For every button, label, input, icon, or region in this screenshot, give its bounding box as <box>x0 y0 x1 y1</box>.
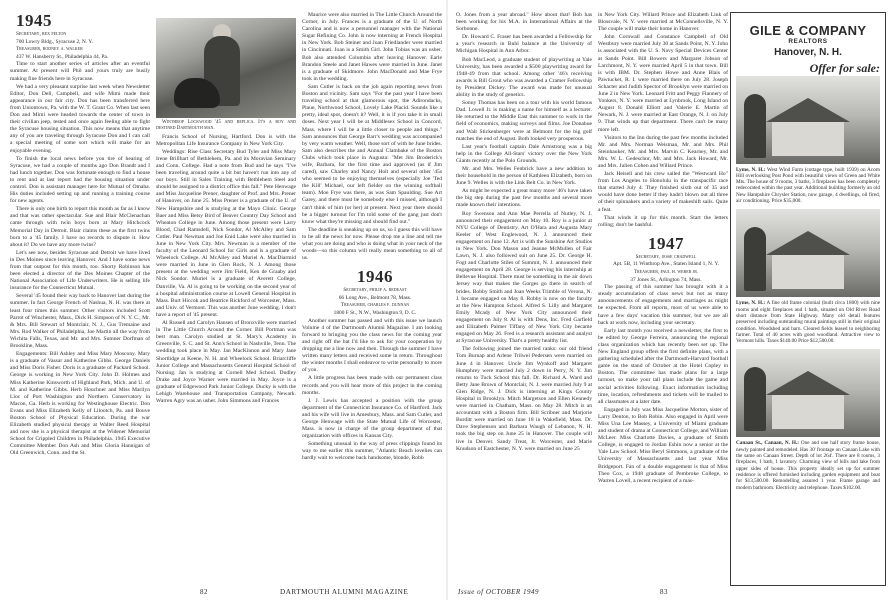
listing-item <box>736 167 880 205</box>
realtor-advertisement <box>730 12 886 588</box>
class-year-heading: 1945 <box>16 12 52 30</box>
treasurer-address: 437 W. Hansberry St., Philadelphia 44, Pa. <box>16 53 109 60</box>
paragraph: To finish the local news before you tire of hearing of Syracuse, we had a couple of months ago Don Brandt and I had lunch together. Don was fortunate enough to find a house to rent and at last report had the housing situation under control. Don is assistant manager here for Mutual of Omaha. His duties included setting up and running a training course for new agents. <box>10 155 150 205</box>
paragraph: Visitors to the Inn during the past few months included Mr. and Mrs. Norman Weisman, Mr. and Mrs. Phil Steinhauker, Mr. and Mrs. Marvin C. Kearney, Mr. and Mrs. W. L. Gedeschnr, Mr. and Mrs. Jack Howard, Mr. and Mrs. Julien Cohen and Willard Prince. <box>598 134 728 169</box>
class-secretary: Secretary, rex felton <box>16 31 67 37</box>
ad-border <box>730 12 886 586</box>
column-1947 <box>598 12 728 587</box>
photo-caption: Winthrop Lockwood '45 and replica. It's a boy and destined Dartmouth man. <box>156 120 296 132</box>
paragraph: in New York City. Willard Prince and Elizabeth Link of Blossvale, N. Y. were married at McConnellsville, N. Y. The couple will make their home in Hanover. <box>598 12 728 33</box>
paragraph: Engaged in July was Miss Jacqueline Morton, sister of Larry Denton, to Bob Robin. Also engaged in April were Miss Una Lee Massey, a University of Miami graduate and student of drama at Connecticut College, and William McLeer. Miss Charlotte Davies, a graduate of Smith College, is engaged to Jordan Eshin now a senior at the Yale Law School. Miss Beryl Simmons, a graduate of the University of Massachusetts and last year Miss Bridgeport. Fan of a double engagement is that of Miss Theo Cox, a 1948 graduate of Pembroke College, to Warren Lovell, a recent recipient of a mas- <box>598 406 728 484</box>
class-secretary: Secretary, philip a. redeast <box>343 287 407 294</box>
listing-item <box>736 440 880 490</box>
paragraph: Dr. Howard C. Fraser has been awarded a Fellowship for a year's research in Buhl balance at the University of Michigan Hospital in Ann Arbor. <box>456 34 592 55</box>
paragraph: Sonny Thomas has been on a tour with his world famous Dad. Lowell Jr. is making a name for himself as a lecturer. He returned to the Middle East this summer to work in the field of economics, making surveys and films. Joe Donahue and Walt Stickenberger were at Belmont for the big golf matches the end of August. Both looked very prosperous. <box>456 100 592 142</box>
listing-place: Lyme, N. H.: <box>736 300 766 307</box>
paragraph: Several '45 found their way back to Hanover last during the summer. In fact George French of Nashua, N. H. was there at least four times this summer. Other visitors included Scott Parrot of Winchester, Mass., Dick H. Simpson of N. Y. C., Mr. & Mrs. Bill Stewart of Montclair, N. J., Gus Tremaine and Mrs. Rod Walker of Philadelphia, Joe Martin all the way from Wichita Falls, Texas, and Mr. and Mrs. Sumner Dorfman of Brookline, Mass. <box>10 293 150 350</box>
paragraph: The deadline is sneaking up on us, so I guess this will have to be all the news for now. Please drop me a line and tell me what you are doing and who is doing what in your neck of the woods—so this column will really mean something to all of us. <box>302 226 442 262</box>
paragraph: Jack Heisell and his crew sailed the "Westward Ho" from Los Angeles to Honolulu in the transpacific race that started July 4. They finished sixth out of 35 and would have done better if they hadn't blown out all three of their spinnakers and a variety of makeshift sails. Quite a feat. <box>598 171 728 213</box>
listing-photo <box>736 76 880 164</box>
paragraph: There is only one birth to report this month as far as I know and that was rather spectacular. Sue and Blair McClenachan came through with twin boys born at Mary Hitchcock Memorial Day in Detroit. Blair claims these as the first twins born to a '45 family. I have no records to dispute it. How about it? Do we have any more twins? <box>10 206 150 248</box>
ad-company-type: REALTORS <box>788 38 828 45</box>
paragraph: Another summer has passed and with this issue we launch Volume 4 of the Dartmouth Alumni Magazine. I am looking forward to bringing you the class news for the coming year and right off the bat I'd like to ask for your cooperation by dropping me a line now and then. Through the summer I have written many letters and received some in return. Throughout the winter months I shall endeavor to write personally to more of you. <box>302 317 442 374</box>
paragraph: Mr. and Mrs. Welles Fenbrick have a new addition to their household in the person of Kathleen Elizabeth, born on June 9. Welles is with the Link Belt Co. in New York. <box>456 165 592 187</box>
paragraph: Bob MacLeod, a graduate student of playwriting at Yale University, has been awarded a $500 playwriting award for 1948-49 from that school. Among other '46's receiving awards is Bill Grout who was awarded a Cramer Fellowship by President Dickey. The award was made for unusual ability in the study of genetics. <box>456 56 592 99</box>
secretary-address: Apt. 5B, 11 Winthrop Ave., Staten Island 1, N. Y. <box>613 261 719 268</box>
paragraph: Early last month you received a newsletter, the first to be edited by George Ferreira, announcing the regional class organization which has recently been set up. The New England group offers the first definite plans, with a gathering scheduled after the Dartmouth-Harvard football game on the stand of October at the Hotel Copley in Boston. The committee has made plans for a large turnout, so make your tall plans include the game and social activities following. Exact information including time, location, refreshments and tickets will be mailed to all classmates at a later date. <box>598 327 728 405</box>
class-year-heading: 1946 <box>357 267 393 287</box>
secretary-address: 66 Long Ave., Belmont 78, Mass. <box>338 294 412 301</box>
class-treasurer: Treasurer, charles f. dunnan <box>340 302 410 309</box>
issue-date: Issue of OCTOBER 1949 <box>458 588 539 596</box>
column-1945 <box>10 12 150 587</box>
paragraph: John Cornwall and Constance Campbell of Old Westbury were married July 30 at Sands Point, N. Y. John is associated with the U. S. Navy Special Devices Center at Sands Point. Bill Bowers and Margaret Jobson of Larchmont, N. Y. were married April 5 in that town. Bill is with IBM. Dr. Stephen Howe and Anne Blais of Pawtucket, R. I. were married there on July 28. Joseph Schacter and Judith Spector of Brooklyn were married on June 2 in New York. Leonard Fritt and Peggy Flannery of Yonkers, N. Y. were married at Lynbrook, Long Island on August 8. Donald Elliott and Valerie E. Martin of Newark, N. J. were married at East Orange, N. J. on July 9. That winds up that department. There can't be many more left. <box>598 34 728 133</box>
paragraph: As might be expected a great many more '46's have taken the big step during the past few months and several more made known their intentions. <box>456 188 592 209</box>
listing-item <box>736 300 880 344</box>
paragraph: Engagements: Bill Ashley and Miss Mary Moscony. Mary is a graduate of Vassar and Katherine Gibbs. George Daniels and Miss Doris Fisher. Doris is a graduate of Packard School. George is working in New York City. John D. Holmes and Miss Katherine Kinsworth of Highland Park, Mich. and U. of M. and Katherine Gibbs. Herb Houchner and Miss Marilyn Lloc of Port Washington and Northern Conservatory in Macon, Ga. Herb is working for Westinghouse Electric. Don Evans and Miss Elizabeth Kelly of Lilootch, Pa. and Bouve Boston School of Physical Education. During the war Elizabeth studied physical therapy at Walter Reed Hospital and now she is a physical therapist at the Widener Memorial School for Crippled Children in Philadelphia. 1945 Executive Committee Member Don Ash and Miss Gloria Hannigan of Old Greenwich, Conn. and the St. <box>10 351 150 457</box>
paragraph: Let's see now, besides Syracuse and Detroit we have lived in Des Moines since leaving Hanover. And I have some news from that outpost for this month, too. Shorty Robinson has been elected a director of the Des Moines Chapter of the National Association of Life Underwriters. He is selling life insurance for the Connecticut Mutual. <box>10 249 150 292</box>
ad-company-name: GILE & COMPANY <box>749 23 867 38</box>
paragraph: We had a very pleasant surprise last week when Newsletter Editor, Don Dell, Campbell, and wife Mimi made their appearance in our fair city. Don has been transferred here from Uniontown, Pa. with the W. T. Grant Co. When last seen Don and Mimi were headed towards the center of town in their civilian jeep, tested and once again feeling able to fight the Syracuse housing situation. This now means that anytime any of you are traveling through Syracuse Don and I can call a special meeting of some sort which will make for an enjoyable evening. <box>10 83 150 154</box>
paragraph: Last year's football captain Dale Armstrong was a big help in the College All-Stars' victory over the New York Giants recently at the Polo Grounds. <box>456 143 592 164</box>
listing-place: Lyme, N. H.: <box>736 166 766 173</box>
secretary-address: 700 Lowry Bldg., Syracuse 2, N. Y. <box>16 38 93 45</box>
photo-roof <box>766 98 850 122</box>
class-secretary: Secretary, jesse chadwell <box>635 253 697 260</box>
treasurer-address: 1800 F St., N.W., Washington 9, D. C. <box>333 310 417 317</box>
photo-roof <box>766 371 850 395</box>
paragraph: That winds it up for this month. Start the letters rolling; don't be bashful. <box>598 214 728 228</box>
paragraph: The following joined the married ranks: our old friend Tom Burnap and Arlene Trilwel Pedersen were married on June 4 in Hanover. Uncle Jim Wynkoff and Margaret Humphrey were married July 2 down in Perry, N. Y. Jim returns to Tuck School this fall. Dr. Richard A. Ward and Betty Jane Brown of Montclair, N. J. were married July 9 at Glen Ridge, N. J. Dick is interning at Kings County Hospital in Brooklyn. Mitch Margetson and Ellen Kennedy were married in Chatham, Mass. on May 28. Mitch is an accountant with a Boston firm. Bill Scribner and Marjorie Burditt were married on June 18 in Wakefield, Mass. Dr. Dave Stephenson and Barbara Waugh of Lebanon, N. H. took the big step on June 25 in Hanover. The couple will live in Denver. Sandy Treat, Jr. Worcester, and Marie Knudson of Eastchester, N. Y. were married on June 25 <box>456 346 592 452</box>
ad-location: Hanover, N. H. <box>774 47 842 59</box>
listing-description: A fine old frame colonial (built circa 1800) with nine rooms and eight fireplaces and 1 bath, situated on Old River Road short distance from State Highway. Many old detail features preserved including outstanding mural paintings still in their original condition. Woodshed and barn. Cleared fields leased to neighboring farmer. Total of 40 acres with good woodland. Attractive view to Vermont hills. Taxes $140.00 Price $12,500.00. <box>736 300 881 345</box>
class-treasurer: Treasurer, paul h. weber jr. <box>633 269 699 275</box>
listing-place: Canaan St., Canaan, N. H.: <box>736 440 799 447</box>
paragraph: The passing of this summer has brought with it a steady accumulation of class news but not as many announcements of engagements and marriages as might be expected. From all reports, most of us were able to have a few days' vacation this summer, but we are all back at work now, including your secretary. <box>598 284 728 326</box>
paragraph: Roy Swenson and Ann Mae Perrella of Nutley, N. J. announced their engagement on May 10. Roy is a junior at NYU College of Dentistry. Art O'Hara and Augusta Mary Keeler of West Englewood, N. J. announced their engagement on June 12. Art is with the Sunshine Art Studios in New York. Don Mason and Jeanne McMullen of Fair Lawn, N. J. also followed suit on June 25. Dr. George H. Fogt and Charlotte Stiles of Summit, N. J. announced their engagement on April 28. George is serving his internship at Bellevue Hospital. There must be something in the air down Jersey way that makes the Gorges go there in search of brides. Bobby Smith and Joan Weeks Trimble of Verona, N. J. became engaged on May 8. Robby is now on the faculty at the New Hampton School. Alfred S. Lilly and Margaret Emily Mcady of New York City announced their engagement on July 8. Al is with Dens, Inc. Fred Garfield and Elizabeth Palmer Tiffany of New York City became engaged on May 26. Fred is a research assistant and analyst at Syracuse University. That's a pretty healthy list. <box>456 210 592 345</box>
paragraph: A little progress has been made with our permanent class records and you will hear more of this project in the coming months. <box>302 375 442 396</box>
class-treasurer: Treasurer, rodney a. walker <box>16 46 83 53</box>
photo-house <box>772 395 844 429</box>
left-page-number: 82 <box>200 588 208 596</box>
listing-description: West Wind Farm (cottage type, built 1939) on Acorn Hill overlooking Post Pond with beautiful views of Green and White Mts. The house of 9 rooms, 3 baths, 3 fireplaces has been completely redecorated within the past year. Additional building formerly an old New Hampshire Chrysler Station, now garage, 4 dwellings, oil fired, air conditioning. Price $35,000. <box>736 166 881 205</box>
photo-house <box>772 255 844 289</box>
paragraph: Sam Cutler is back on the job again reporting news from Boston and vicinity. Sam says "For the past year I have been traveling school at that glamorous spot, the Adirondacks, Plaue, Northwood School, Lovely Lake Placid. Sounds like a pretty, ideal spot, doesn't it? Well, it is if you take it in small doses. Next year I will be at Middlesex School in Concord, Mass. where I will be a little closer to people and things." Sam announces that George Barr's wedding was accompanied by very warm weather. Well, those sort of with be June brides. Sam also describes the and Annual Clambake of the Boston Clubs which took place in Augusta: "Met Jim Broderick's wife, Barbara, for the first time and approved (as if Jim cared), saw Charley and Nancy Holt and several other '45s who seemed to be enjoying themselves (especially Joe 'Ted the Kill' Michael, our left fielder on the winning softball team). Moe Frye was there, as was Sam Spaulding. Sue Art Garey, and there must be somebody else I missed, although I can't think of him (or her) at present. Next year there should be a bigger turnout for I'm told some of the gang just don't know what they're missing and should find out." <box>302 83 442 225</box>
photo-house <box>772 122 844 156</box>
paragraph: Something unusual in the way of press clippings found its way to me earlier this summer, "Atlantic Beach lovelies can hardly wait to welcome back handsome, blonde, Robb <box>302 441 442 462</box>
treasurer-address: 37 Jones St., Arlington 74, Mass. <box>630 276 702 283</box>
photo-tree <box>744 367 766 431</box>
listing-photo <box>736 349 880 437</box>
listing-description: One and one half story frame house, newly painted and remodeled. Has 30' frontage on Canaan Lake with the same on Canaan Street. Depth of lot 264'. There are 8 rooms, 3 fireplaces, 1 bath, 1 lavatory. Charming view of hills and lake from upper sides of house. This property ideally set up for summer residence is offered furnished including garden equipment and boat for $13,500.00. Remodelling assured 1 year. Frame garage and modern bathroom. Electricity and telephone. Taxes $102.00. <box>736 440 881 491</box>
paragraph: Al Russell and Carolyn Hansen of Bronxville were married in The Little Church Around the Corner. Bill Portman was best man. Carolyn studied at St. Mary's Academy in Greenville, S. C. and St. Ann's School in Nashville, Tenn. The wedding took place in May. Jan MacKinnon and Mary Jane Shortlidge at Keene, N. H. and Wheelock School. Briarcliffe Junior College and Massachusetts General Hospital School of Nursing. Jan is studying at Cornell Med School. Dudley Drake and Joyce Warner were married in May. Joyce is a graduate of Edgewood Park Junior College. Ducky is with the Lehigh Warehouse and Transportation Company, Newark. Warren Agry was an usher. John Simmons and Frances <box>156 320 296 405</box>
photo-roof <box>766 231 850 255</box>
column-1946-continued <box>456 12 592 587</box>
right-page-number: 83 <box>660 588 668 596</box>
column-1946 <box>302 12 442 587</box>
paragraph: Time to start another series of articles after an eventful summer. At present will Phil and yours truly are busily making fine friends here in Syracuse. <box>10 61 150 82</box>
magazine-title: DARTMOUTH ALUMNI MAGAZINE <box>280 588 409 596</box>
photo-tree <box>744 227 766 291</box>
listing-photo <box>736 209 880 297</box>
photo-tree <box>744 94 766 158</box>
class-year-heading: 1947 <box>648 233 684 253</box>
paragraph: Maurice were also married in The Little Church Around the Corner, in July. Frances is a graduate of the U. of North Carolina and is now a personnel manager with the National Sugar Refining Co. John is now interning at French Hospital in New York. Bob Steiner and Joan Friedlander were married in Cincinnati. Joan is a Smith Girl. John Tobias was an usher. Bob also attended Columbia after leaving Hanover. Earle Brandon Steele and Janet Hawes were married in June. Janet is a graduate of Skidmore. John MacDonald and Mae Frye took in the wedding. <box>302 12 442 82</box>
paragraph: Weddings: Rise Class Secretary Bud Tyler and Miss Mary Irene Brillhart of Bethlehem, Pa. and its Moravian Seminary and Conn. College. Had a note from Bud and he says "I've been traveling around quite a bit but haven't run into any of our boys. Still in Sales Training with Bethlehem Steel and should be assigned to a district office this fall." Pete Henwage and Miss Jacqueline Prener, daughter of Prof. and Mrs. Prener of Hanover, on June 25. Miss Prener is a graduate of the U. of New Hampshire and is studying at the Mayo Clinic. George Baer and Miss Betsy Bird of Beaver Country Day School and Wheaton College in June. Among those present were Larry Blood, Chad Ramsdell, Nick Sondor, Al McAlley and Sam Cutler. Paul Newman and Joe Enid Lake were also married in June in New York City. Mrs. Newman is a member of the faculty of the Leonard School for Girls and is a graduate of Wheelock College. Al McAlley and Muriel A. MacDiarmid were married in June in Glen Rock, N. J. Among those present at the wedding were Jim Field, Ken de Graaby and Nick Sondor. Muriel is a graduate of Averett College, Danville, Va. Al is going to be working on the second year of a hospital administration course at Lowell General Hospital in Mass. Burt Hiccok and Beatrice Rickford of Worcester, Mass. and Univ. of Vermont. This was another June wedding. I don't have a report of '45 present. <box>156 148 296 318</box>
class-photo <box>156 18 296 118</box>
paragraph: O. Jones from a year abroad." How about that! Bob has been working for his M.A. in International Affairs at the Sorbonne. <box>456 12 592 33</box>
ad-offer-heading: Offer for sale: <box>809 61 880 76</box>
paragraph: Francis School of Nursing, Hartford. Don is with the Metropolitan Life Insurance Company in New York City. <box>156 133 296 147</box>
column-1945-continued <box>156 12 296 587</box>
paragraph: J. J. Lewis has accepted a position with the group department of the Connecticut Insurance Co. of Hartford. Jack and his wife will live in Amesbury, Mass. and Sam Cutler, and George Henwage with the State Mutual Life of Worcester, Mass. is now in charge of the group department of that organization with offices in Kansas City. <box>302 397 442 440</box>
